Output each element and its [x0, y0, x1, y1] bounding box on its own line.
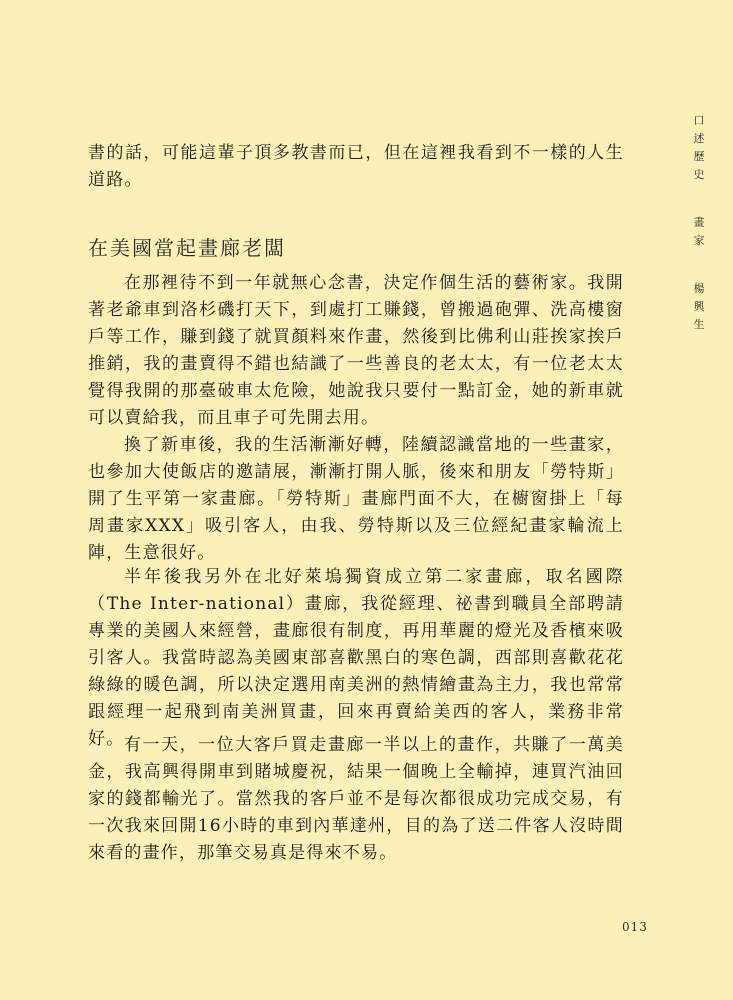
continued-paragraph: 書的話，可能這輩子頂多教書而已，但在這裡我看到不一樣的人生道路。 [88, 143, 624, 190]
body-paragraph-4: 有一天，一位大客戶買走畫廊一半以上的畫作，共賺了一萬美金，我高興得開車到賭城慶祝，結果一個晚上全輸掉，連買汽油回家的錢都輸光了。當然我的客戶並不是每次都很成功完成交易，有一次我來回開16小時的車到內華達州，目的為了送二件客人沒時間來看的畫作，那筆交易真是得來不易。 [88, 735, 624, 863]
side-tab-person [694, 280, 705, 334]
side-tab-char: 楊 [693, 282, 705, 295]
running-side-tab [688, 112, 710, 364]
side-tab-char: 口 [693, 114, 705, 127]
side-tab-char: 史 [693, 168, 705, 181]
body-text-block-2 [88, 564, 624, 753]
side-tab-genre [694, 214, 705, 250]
section-heading: 在美國當起畫廊老闆 [88, 236, 286, 260]
body-paragraph-1: 在那裡待不到一年就無心念書，決定作個生活的藝術家。我開著老爺車到洛杉磯打天下，到處打工賺錢，曾搬過砲彈、洗高樓窗戶等工作，賺到錢了就買顏料來作畫，然後到比佛利山莊挨家挨戶推銷，我的畫賣得不錯也結識了一些善良的老太太，有一位老太太覺得我開的那臺破車太危險，她說我只要付一點訂金，她的新車就可以賣給我，而且車子可先開去用。 [88, 273, 624, 428]
body-paragraph-2: 換了新車後，我的生活漸漸好轉，陸續認識當地的一些畫家，也參加大使飯店的邀請展，漸漸打開人脈，後來和朋友「勞特斯」開了生平第一家畫廊。「勞特斯」畫廊門面不大，在櫥窗掛上「每周畫家XXX」吸引客人，由我、勞特斯以及三位經紀畫家輪流上陣，生意很好。 [88, 435, 624, 563]
page-number: 013 [622, 920, 648, 934]
body-text-block-1 [88, 270, 624, 567]
side-tab-series [694, 112, 705, 184]
body-paragraph-3: 半年後我另外在北好萊塢獨資成立第二家畫廊，取名國際（The Inter-national）畫廊，我從經理、祕書到職員全部聘請專業的美國人來經營，畫廊很有制度，再用華麗的燈光及香檳來吸引客人。我當時認為美國東部喜歡黑白的寒色調，西部則喜歡花花綠綠的暖色調，所以決定選用南美洲的熱情繪畫為主力，我也常常跟經理一起飛到南美洲買畫，回來再賣給美西的客人，業務非常好。 [88, 567, 624, 749]
continued-paragraph-block [88, 140, 624, 194]
side-tab-char: 述 [693, 132, 705, 145]
side-tab-char: 家 [693, 234, 705, 247]
side-tab-char: 歷 [693, 150, 705, 163]
body-text-block-3 [88, 732, 624, 867]
side-tab-char: 生 [693, 318, 705, 331]
side-tab-char: 畫 [693, 216, 705, 229]
side-tab-char: 興 [693, 300, 705, 313]
